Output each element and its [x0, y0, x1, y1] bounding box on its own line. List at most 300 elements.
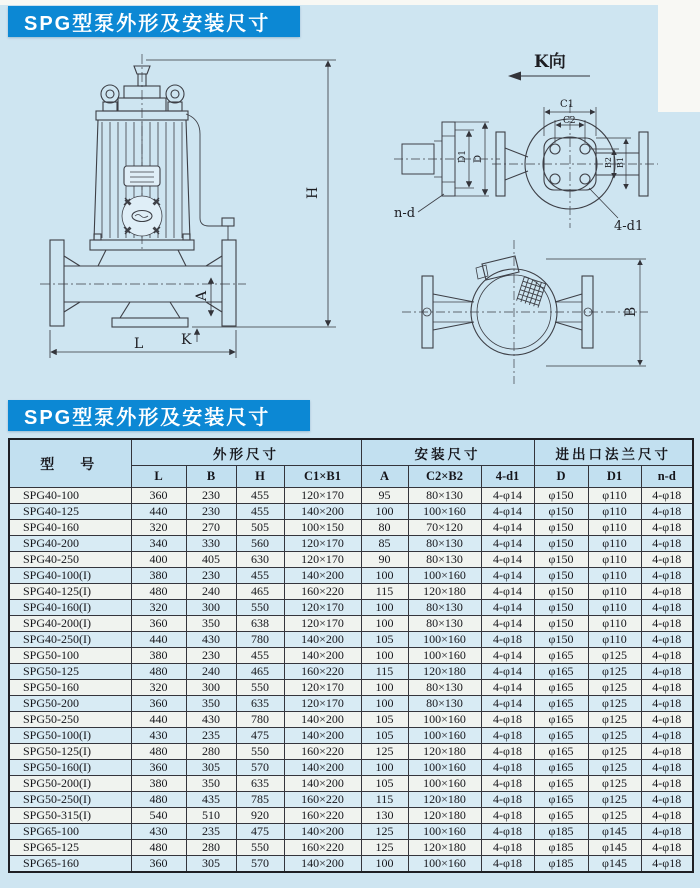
dimension-cell: 240 [186, 664, 236, 680]
dimension-cell: 140×200 [284, 648, 361, 664]
dimension-cell: 140×200 [284, 712, 361, 728]
dimension-cell: 80×130 [408, 536, 481, 552]
dimension-cell: φ145 [588, 856, 641, 873]
table-row [9, 616, 693, 632]
dimension-cell: φ150 [534, 600, 588, 616]
group-header-outline: 外形尺寸 [131, 439, 361, 466]
dimension-cell: 140×200 [284, 632, 361, 648]
dimension-cell: φ110 [588, 488, 641, 504]
column-header: B [186, 466, 236, 488]
dim-label-B1: B1 [616, 157, 625, 168]
dimension-cell: 230 [186, 504, 236, 520]
model-cell: SPG50-160 [9, 680, 131, 696]
model-cell: SPG40-200(I) [9, 616, 131, 632]
table-row [9, 536, 693, 552]
dimension-cell: 120×180 [408, 792, 481, 808]
dimension-cell: 100 [361, 856, 408, 873]
dimension-cell: 320 [131, 680, 186, 696]
section-title-drawing [8, 6, 300, 37]
dimension-cell: 4-φ18 [641, 856, 693, 873]
model-cell: SPG50-200 [9, 696, 131, 712]
dimension-cell: 120×180 [408, 584, 481, 600]
dimension-cell: φ125 [588, 744, 641, 760]
column-header: H [236, 466, 284, 488]
dimension-cell: φ150 [534, 520, 588, 536]
dimension-cell: 120×170 [284, 680, 361, 696]
model-cell: SPG50-100(I) [9, 728, 131, 744]
model-cell: SPG50-250(I) [9, 792, 131, 808]
dimension-cell: 100 [361, 680, 408, 696]
model-cell: SPG40-125(I) [9, 584, 131, 600]
dimension-cell: 100 [361, 648, 408, 664]
group-header-flange: 进出口法兰尺寸 [534, 439, 693, 466]
dimension-cell: 300 [186, 600, 236, 616]
dimension-cell: 80×130 [408, 600, 481, 616]
dimension-cell: 4-φ18 [641, 824, 693, 840]
dimension-cell: φ110 [588, 584, 641, 600]
dimension-cell: 440 [131, 504, 186, 520]
dimension-cell: 4-φ18 [481, 760, 534, 776]
dimension-cell: 4-φ18 [641, 488, 693, 504]
dimension-cell: 380 [131, 568, 186, 584]
dimension-cell: 80×130 [408, 488, 481, 504]
dimension-cell: 140×200 [284, 504, 361, 520]
dimension-cell: φ150 [534, 616, 588, 632]
dimension-cell: 350 [186, 616, 236, 632]
dimension-cell: 300 [186, 680, 236, 696]
dimension-cell: 430 [186, 632, 236, 648]
dimension-cell: 115 [361, 792, 408, 808]
model-cell: SPG65-125 [9, 840, 131, 856]
dimension-cell: 435 [186, 792, 236, 808]
dimension-cell: 350 [186, 776, 236, 792]
table-row [9, 840, 693, 856]
dimension-cell: 100×160 [408, 712, 481, 728]
dimension-cell: φ165 [534, 648, 588, 664]
dimension-cell: 430 [131, 728, 186, 744]
column-header: D [534, 466, 588, 488]
dim-label-C1: C1 [560, 99, 575, 110]
dimension-cell: 160×220 [284, 808, 361, 824]
dimension-cell: φ110 [588, 600, 641, 616]
dimension-cell: 100×150 [284, 520, 361, 536]
dimension-cell: 4-φ18 [481, 792, 534, 808]
dimension-cell: 85 [361, 536, 408, 552]
model-column-header: 型 号 [9, 439, 131, 488]
dimension-cell: φ165 [534, 776, 588, 792]
dimension-cell: 4-φ14 [481, 488, 534, 504]
dimension-cell: 100 [361, 760, 408, 776]
dim-label-D1: D1 [458, 150, 468, 163]
dimension-cell: φ150 [534, 488, 588, 504]
column-header: 4-d1 [481, 466, 534, 488]
model-cell: SPG40-250 [9, 552, 131, 568]
dimension-cell: φ165 [534, 680, 588, 696]
dimension-cell: φ165 [534, 664, 588, 680]
dimension-cell: φ185 [534, 840, 588, 856]
dimension-cell: 235 [186, 824, 236, 840]
dimension-cell: 280 [186, 744, 236, 760]
model-cell: SPG40-250(I) [9, 632, 131, 648]
dimension-cell: φ125 [588, 728, 641, 744]
dimension-cell: 235 [186, 728, 236, 744]
dimension-cell: φ125 [588, 648, 641, 664]
dimension-cell: 230 [186, 488, 236, 504]
table-row [9, 552, 693, 568]
dimension-cell: 560 [236, 536, 284, 552]
dimension-cell: 320 [131, 520, 186, 536]
dimension-cell: 4-φ18 [481, 728, 534, 744]
k-view-title: K向 [534, 52, 566, 72]
dimension-cell: 160×220 [284, 792, 361, 808]
model-cell: SPG40-160 [9, 520, 131, 536]
dimension-cell: 440 [131, 712, 186, 728]
dimension-cell: 455 [236, 504, 284, 520]
k-view-dimension-labels [394, 99, 643, 234]
dimension-cell: 140×200 [284, 760, 361, 776]
dimension-cell: 4-φ14 [481, 584, 534, 600]
dimension-cell: 480 [131, 840, 186, 856]
model-cell: SPG65-100 [9, 824, 131, 840]
dimension-cell: φ150 [534, 632, 588, 648]
table-row [9, 712, 693, 728]
dimension-cell: φ125 [588, 664, 641, 680]
dimension-cell: 230 [186, 648, 236, 664]
dimension-cell: φ145 [588, 840, 641, 856]
dim-label-B: B [623, 306, 639, 317]
dimension-cell: 305 [186, 760, 236, 776]
section-title-table [8, 400, 310, 431]
dimension-cell: 4-φ18 [481, 744, 534, 760]
table-body [9, 488, 693, 873]
model-cell: SPG50-315(I) [9, 808, 131, 824]
dimension-cell: φ165 [534, 696, 588, 712]
dimension-cell: φ145 [588, 824, 641, 840]
dimension-cell: φ150 [534, 568, 588, 584]
dimension-cell: 4-φ18 [641, 792, 693, 808]
dimension-cell: 100 [361, 616, 408, 632]
dimension-cell: 4-φ18 [641, 776, 693, 792]
dimension-cell: 125 [361, 840, 408, 856]
dimension-cell: φ165 [534, 712, 588, 728]
dimension-cell: 105 [361, 632, 408, 648]
column-header: C1×B1 [284, 466, 361, 488]
dimension-cell: 100×160 [408, 824, 481, 840]
dimension-cell: 120×170 [284, 552, 361, 568]
dimension-cell: 405 [186, 552, 236, 568]
dimension-cell: 4-φ14 [481, 648, 534, 664]
dimension-cell: 160×220 [284, 744, 361, 760]
dimension-cell: 780 [236, 712, 284, 728]
dimension-cell: 80 [361, 520, 408, 536]
dimension-cell: 570 [236, 856, 284, 873]
dimension-cell: 340 [131, 536, 186, 552]
dimension-cell: φ125 [588, 776, 641, 792]
dim-label-B2: B2 [604, 157, 613, 168]
column-header: n-d [641, 466, 693, 488]
dim-label-L: L [134, 336, 144, 352]
dimension-cell: 4-φ14 [481, 664, 534, 680]
model-cell: SPG50-125(I) [9, 744, 131, 760]
dimension-cell: φ165 [534, 728, 588, 744]
dimension-cell: 4-φ18 [641, 696, 693, 712]
table-header [9, 439, 693, 488]
dimension-table [8, 438, 694, 873]
dimension-cell: φ125 [588, 680, 641, 696]
column-header: L [131, 466, 186, 488]
dimension-cell: 360 [131, 616, 186, 632]
dim-label-n-d: n-d [394, 206, 416, 221]
dimension-cell: 630 [236, 552, 284, 568]
dimension-cell: 140×200 [284, 728, 361, 744]
dimension-cell: φ185 [534, 856, 588, 873]
model-cell: SPG40-125 [9, 504, 131, 520]
table-row [9, 744, 693, 760]
dimension-cell: 455 [236, 648, 284, 664]
dimension-cell: 4-φ14 [481, 552, 534, 568]
table-row [9, 792, 693, 808]
dimension-cell: 140×200 [284, 856, 361, 873]
scan-top-margin [0, 0, 700, 5]
dimension-cell: 4-φ14 [481, 568, 534, 584]
dimension-cell: 105 [361, 712, 408, 728]
dimension-cell: φ165 [534, 744, 588, 760]
dimension-cell: 4-φ14 [481, 520, 534, 536]
dimension-cell: 360 [131, 696, 186, 712]
dimension-cell: 380 [131, 776, 186, 792]
group-header-installation: 安装尺寸 [361, 439, 534, 466]
dimension-cell: 4-φ14 [481, 680, 534, 696]
dimension-cell: 80×130 [408, 680, 481, 696]
dimension-cell: 4-φ14 [481, 696, 534, 712]
dimension-cell: φ125 [588, 760, 641, 776]
dimension-cell: 4-φ18 [641, 568, 693, 584]
dimension-cell: 140×200 [284, 568, 361, 584]
model-cell: SPG40-100 [9, 488, 131, 504]
dimension-cell: φ110 [588, 552, 641, 568]
dimension-cell: 4-φ18 [481, 808, 534, 824]
dimension-cell: φ150 [534, 504, 588, 520]
dimension-cell: 4-φ18 [641, 808, 693, 824]
section-title-drawing-text: SPG型泵外形及安装尺寸 [24, 13, 271, 35]
pump-front-view-drawing [34, 44, 384, 392]
dimension-cell: 475 [236, 728, 284, 744]
dimension-cell: 100 [361, 504, 408, 520]
dimension-cell: 120×180 [408, 808, 481, 824]
dimension-cell: φ110 [588, 520, 641, 536]
dimension-cell: 4-φ18 [641, 840, 693, 856]
dimension-cell: 120×170 [284, 600, 361, 616]
dimension-cell: 455 [236, 488, 284, 504]
dimension-cell: φ125 [588, 792, 641, 808]
dimension-cell: 550 [236, 840, 284, 856]
dimension-cell: 430 [131, 824, 186, 840]
dimension-cell: φ165 [534, 760, 588, 776]
dimension-cell: φ150 [534, 552, 588, 568]
dimension-cell: φ110 [588, 536, 641, 552]
model-cell: SPG40-200 [9, 536, 131, 552]
dimension-cell: 80×130 [408, 616, 481, 632]
dimension-cell: 4-φ18 [641, 536, 693, 552]
dimension-cell: 100×160 [408, 504, 481, 520]
column-header: D1 [588, 466, 641, 488]
dim-label-A: A [194, 290, 210, 301]
dimension-cell: 638 [236, 616, 284, 632]
dimension-cell: 105 [361, 776, 408, 792]
dimension-cell: 360 [131, 760, 186, 776]
dimension-cell: 160×220 [284, 584, 361, 600]
model-cell: SPG50-100 [9, 648, 131, 664]
dimension-cell: 4-φ18 [641, 712, 693, 728]
dimension-cell: 125 [361, 824, 408, 840]
dimension-cell: 4-φ18 [641, 680, 693, 696]
dimension-cell: φ125 [588, 808, 641, 824]
dimension-cell: 4-φ18 [481, 856, 534, 873]
column-header: A [361, 466, 408, 488]
model-cell: SPG50-125 [9, 664, 131, 680]
dimension-cell: φ110 [588, 504, 641, 520]
dimension-cell: φ185 [534, 824, 588, 840]
dimension-cell: 465 [236, 584, 284, 600]
dimension-cell: 125 [361, 744, 408, 760]
table-row [9, 808, 693, 824]
dimension-cell: 100×160 [408, 856, 481, 873]
dimension-cell: 480 [131, 744, 186, 760]
table-row [9, 776, 693, 792]
dimension-cell: 635 [236, 776, 284, 792]
model-cell: SPG50-200(I) [9, 776, 131, 792]
dimension-cell: φ110 [588, 616, 641, 632]
dimension-cell: 4-φ18 [481, 776, 534, 792]
dimension-cell: 120×170 [284, 536, 361, 552]
dimension-cell: φ110 [588, 568, 641, 584]
dimension-cell: 550 [236, 744, 284, 760]
table-row [9, 584, 693, 600]
dimension-cell: 4-φ18 [481, 840, 534, 856]
dimension-cell: 455 [236, 568, 284, 584]
dimension-cell: 550 [236, 680, 284, 696]
dimension-cell: 540 [131, 808, 186, 824]
dimension-cell: 4-φ18 [641, 728, 693, 744]
dimension-cell: 100×160 [408, 760, 481, 776]
dimension-cell: 785 [236, 792, 284, 808]
dimension-cell: 440 [131, 632, 186, 648]
dimension-cell: 100×160 [408, 776, 481, 792]
dimension-cell: 4-φ18 [641, 616, 693, 632]
dimension-cell: φ125 [588, 712, 641, 728]
table-row [9, 760, 693, 776]
table-row [9, 520, 693, 536]
dim-label-C2: C2 [563, 116, 576, 126]
dimension-cell: 350 [186, 696, 236, 712]
dimension-cell: 505 [236, 520, 284, 536]
dimension-cell: 305 [186, 856, 236, 873]
dimension-cell: φ150 [534, 536, 588, 552]
dimension-cell: 4-φ18 [641, 504, 693, 520]
flange-section-outline [394, 122, 500, 212]
table-row [9, 632, 693, 648]
k-direction-view-drawing [392, 46, 692, 238]
dimension-cell: 480 [131, 664, 186, 680]
dimension-cell: 480 [131, 792, 186, 808]
table-row [9, 648, 693, 664]
model-cell: SPG50-160(I) [9, 760, 131, 776]
dimension-cell: 105 [361, 728, 408, 744]
dimension-cell: 320 [131, 600, 186, 616]
dimension-cell: 4-φ14 [481, 600, 534, 616]
dimension-cell: 4-φ14 [481, 504, 534, 520]
dimension-cell: 4-φ18 [641, 584, 693, 600]
dimension-cell: 635 [236, 696, 284, 712]
table-row [9, 856, 693, 873]
dimension-cell: 90 [361, 552, 408, 568]
dimension-cell: 95 [361, 488, 408, 504]
dim-label-D: D [473, 154, 484, 163]
dimension-cell: 4-φ18 [641, 760, 693, 776]
group-header-row [9, 439, 693, 466]
k-direction-arrow-icon [508, 72, 521, 81]
dimension-cell: 4-φ18 [641, 632, 693, 648]
dimension-cell: 430 [186, 712, 236, 728]
dimension-cell: 80×130 [408, 696, 481, 712]
dimension-cell: 100 [361, 696, 408, 712]
dim-label-H: H [305, 186, 321, 199]
dimension-cell: 100×160 [408, 632, 481, 648]
dimension-cell: 465 [236, 664, 284, 680]
table-row [9, 728, 693, 744]
dimension-cell: 4-φ18 [641, 600, 693, 616]
dimension-cell: 4-φ18 [481, 632, 534, 648]
dimension-cell: 920 [236, 808, 284, 824]
dimension-cell: 475 [236, 824, 284, 840]
dimension-cell: 140×200 [284, 824, 361, 840]
dimension-cell: 100 [361, 600, 408, 616]
dimension-cell: 100×160 [408, 568, 481, 584]
dimension-cell: 4-φ14 [481, 536, 534, 552]
dimension-cell: 140×200 [284, 776, 361, 792]
front-view-dimension-lines [50, 60, 336, 358]
dimension-cell: 120×180 [408, 744, 481, 760]
dimension-cell: 100×160 [408, 728, 481, 744]
dimension-cell: 4-φ14 [481, 616, 534, 632]
model-cell: SPG40-160(I) [9, 600, 131, 616]
dimension-cell: 160×220 [284, 664, 361, 680]
table-row [9, 600, 693, 616]
column-header: C2×B2 [408, 466, 481, 488]
dimension-cell: 120×170 [284, 488, 361, 504]
dimension-cell: φ165 [534, 808, 588, 824]
dimension-cell: 120×170 [284, 696, 361, 712]
dim-label-K: K [181, 332, 192, 348]
pump-top-view-drawing [396, 234, 696, 389]
dimension-cell: 780 [236, 632, 284, 648]
dimension-cell: 480 [131, 584, 186, 600]
dimension-cell: 240 [186, 584, 236, 600]
table-row [9, 680, 693, 696]
dimension-cell: φ150 [534, 584, 588, 600]
dimension-cell: 160×220 [284, 840, 361, 856]
dimension-cell: 330 [186, 536, 236, 552]
dimension-cell: 80×130 [408, 552, 481, 568]
model-cell: SPG50-250 [9, 712, 131, 728]
section-title-table-text: SPG型泵外形及安装尺寸 [24, 407, 271, 429]
dimension-cell: φ110 [588, 632, 641, 648]
dim-label-4-d1: 4-d1 [614, 219, 644, 234]
dimension-cell: 100 [361, 568, 408, 584]
dimension-cell: 360 [131, 856, 186, 873]
pump-outline [40, 54, 246, 327]
dimension-cell: 120×170 [284, 616, 361, 632]
